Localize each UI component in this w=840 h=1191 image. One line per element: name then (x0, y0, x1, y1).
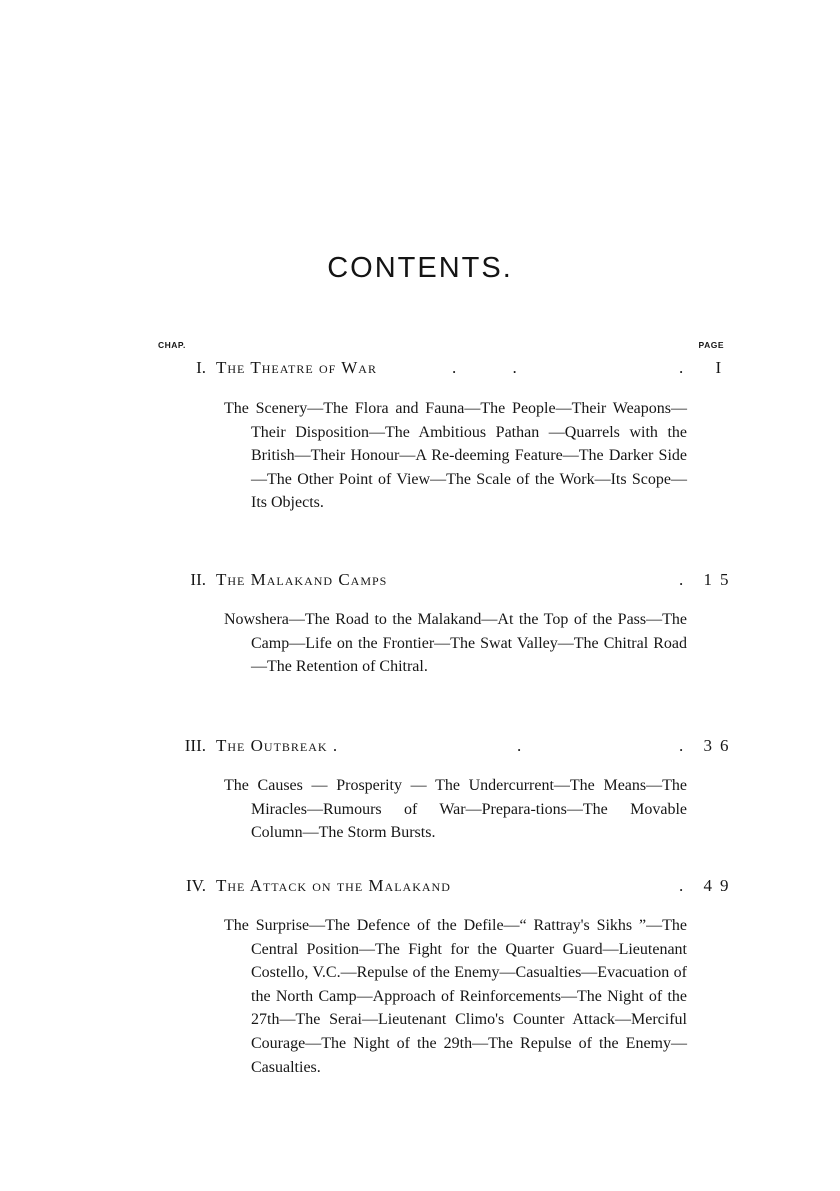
chap-column-header: CHAP. (158, 340, 186, 350)
chapter-title: The Theatre of War (216, 358, 377, 377)
chapter-entry-4 (0, 876, 840, 1076)
chapter-summary: The Surprise—The Defence of the Defile—“ Rattray's Sikhs ”—The Central Position—The Fight for the Quarter Guard—Lieutenant Costello, V.C.—Repulse of the Enemy—Casualties—Evacuation of the North Camp—Approach of Reinforcements—The Night of the 27th—The Serai—Lieutenant Climo's Counter Attack—Merciful Courage—The Night of the 29th—The Repulse of the Enemy—Casualties. (224, 917, 687, 1076)
chapter-entry-1 (0, 358, 840, 512)
page-title: CONTENTS. (327, 252, 513, 284)
chapter-heading (0, 570, 840, 594)
chapter-heading (0, 736, 840, 760)
chapter-page-number: . I (679, 358, 736, 377)
chapter-summary: The Causes — Prosperity — The Undercurrent—The Means—The Miracles—Rumours of War—Prepara-tions—The Movable Column—The Storm Bursts. (224, 777, 687, 842)
leader-dots: . (517, 736, 522, 755)
chapter-page-number: . 15 (679, 570, 737, 589)
chapter-summary: The Scenery—The Flora and Fauna—The People—Their Weapons—Their Disposition—The Ambitious Pathan —Quarrels with the British—Their Honour—A Re-deeming Feature—The Darker Side—The Other Point of View—The Scale of the Work—Its Scope—Its Objects. (224, 400, 687, 512)
chapter-heading (0, 876, 840, 900)
chapter-title: The Malakand Camps (216, 570, 388, 589)
chapter-title: The Attack on the Malakand (216, 876, 451, 895)
chapter-title: The Outbreak . (216, 736, 339, 755)
chapter-page-number: . 49 (679, 876, 737, 895)
chapter-summary: Nowshera—The Road to the Malakand—At the Top of the Pass—The Camp—Life on the Frontier—The Swat Valley—The Chitral Road—The Retention of Chitral. (224, 611, 687, 676)
chapter-entry-3 (0, 736, 840, 842)
chapter-entry-2 (0, 570, 840, 676)
chapter-number: IV. (186, 876, 206, 895)
chapter-number: I. (196, 358, 206, 377)
chapter-number: III. (184, 736, 206, 755)
page-column-header: PAGE (698, 340, 724, 350)
chapter-heading (0, 358, 840, 382)
leader-dots: . . (452, 358, 543, 377)
chapter-page-number: . 36 (679, 736, 737, 755)
chapter-number: II. (190, 570, 206, 589)
